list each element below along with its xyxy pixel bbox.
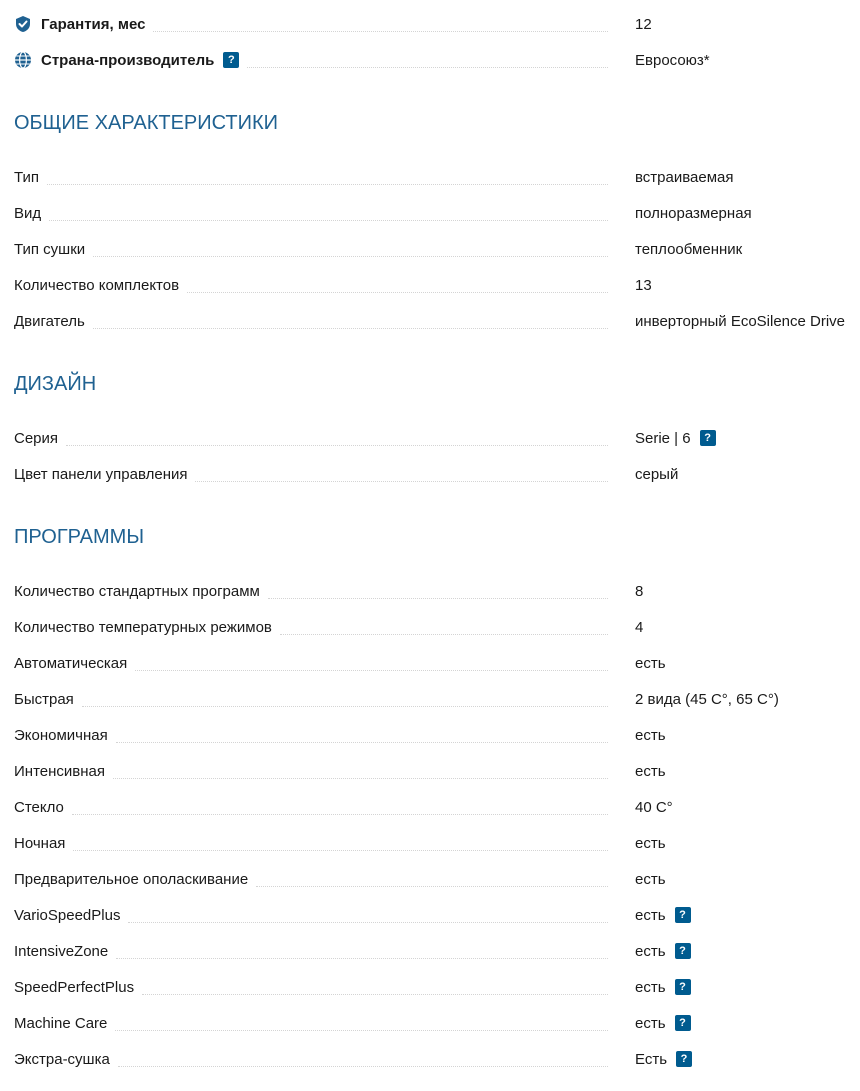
- section-title: ДИЗАЙН: [14, 373, 97, 395]
- spec-label: Двигатель: [14, 312, 85, 330]
- spec-name-cell: [14, 231, 622, 267]
- spec-label: Стекло: [14, 798, 64, 816]
- dotted-leader: [93, 256, 608, 257]
- spec-value-cell: [635, 645, 666, 681]
- section-title: ПРОГРАММЫ: [14, 526, 145, 548]
- dotted-leader: [153, 31, 608, 32]
- spec-value: Serie | 6: [635, 429, 691, 447]
- spec-value-cell: [635, 753, 666, 789]
- spec-value: есть: [635, 978, 666, 996]
- spec-row: [14, 42, 860, 78]
- spec-value: серый: [635, 465, 679, 483]
- spec-value-cell: [635, 825, 666, 861]
- spec-label: Предварительное ополаскивание: [14, 870, 249, 888]
- dotted-leader: [116, 742, 608, 743]
- spec-row: [14, 789, 860, 825]
- spec-label: Серия: [14, 429, 59, 447]
- spec-value-cell: [635, 933, 691, 969]
- spec-value: есть: [635, 654, 666, 672]
- dotted-leader: [66, 445, 608, 446]
- help-icon[interactable]: ?: [675, 943, 691, 959]
- spec-row: [14, 195, 860, 231]
- spec-label: Количество комплектов: [14, 276, 180, 294]
- spec-name-cell: [14, 456, 622, 492]
- spec-label: Экономичная: [14, 726, 108, 744]
- spec-row: [14, 717, 860, 753]
- spec-value: 13: [635, 276, 652, 294]
- spec-value-cell: [635, 1041, 692, 1077]
- spec-value-cell: [635, 420, 716, 456]
- help-icon[interactable]: ?: [675, 1015, 691, 1031]
- spec-row: [14, 969, 860, 1005]
- spec-row: [14, 573, 860, 609]
- spec-row: [14, 6, 860, 42]
- spec-value-cell: [635, 456, 678, 492]
- spec-row: [14, 609, 860, 645]
- spec-row: [14, 231, 860, 267]
- help-icon[interactable]: ?: [675, 979, 691, 995]
- spec-value: есть: [635, 762, 666, 780]
- spec-value: 4: [635, 618, 644, 636]
- spec-value: инверторный EcoSilence Drive: [635, 312, 846, 330]
- spec-value-cell: [635, 897, 691, 933]
- dotted-leader: [135, 670, 608, 671]
- spec-name-cell: [14, 717, 622, 753]
- spec-value: есть: [635, 870, 666, 888]
- spec-name-cell: [14, 195, 622, 231]
- spec-name-cell: [14, 1041, 622, 1077]
- spec-value: полноразмерная: [635, 204, 752, 222]
- spec-label: SpeedPerfectPlus: [14, 978, 135, 996]
- spec-value-cell: [635, 861, 666, 897]
- spec-label: IntensiveZone: [14, 942, 109, 960]
- spec-name-cell: [14, 6, 622, 42]
- dotted-leader: [256, 886, 608, 887]
- spec-value-cell: [635, 42, 710, 78]
- dotted-leader: [113, 778, 608, 779]
- spec-row: [14, 825, 860, 861]
- spec-label: Гарантия, мес: [41, 15, 146, 33]
- spec-row: [14, 933, 860, 969]
- spec-name-cell: [14, 861, 622, 897]
- spec-value-cell: [635, 195, 752, 231]
- spec-value: 8: [635, 582, 644, 600]
- spec-value-cell: [635, 717, 666, 753]
- dotted-leader: [82, 706, 608, 707]
- spec-row: [14, 456, 860, 492]
- spec-name-cell: [14, 573, 622, 609]
- globe-icon: [14, 51, 32, 69]
- dotted-leader: [47, 184, 608, 185]
- spec-name-cell: [14, 42, 622, 78]
- spec-name-cell: [14, 609, 622, 645]
- spec-value: есть: [635, 726, 666, 744]
- spec-value: 12: [635, 15, 652, 33]
- spec-label: Интенсивная: [14, 762, 105, 780]
- spec-value-cell: [635, 609, 643, 645]
- spec-value: теплообменник: [635, 240, 743, 258]
- spec-row: [14, 1041, 860, 1077]
- spec-value-cell: [635, 267, 652, 303]
- spec-label: Автоматическая: [14, 654, 128, 672]
- dotted-leader: [128, 922, 608, 923]
- spec-name-cell: [14, 420, 622, 456]
- spec-value-cell: [635, 969, 691, 1005]
- spec-value: встраиваемая: [635, 168, 734, 186]
- spec-label: Тип сушки: [14, 240, 86, 258]
- spec-label: Количество стандартных программ: [14, 582, 260, 600]
- spec-value-cell: [635, 681, 779, 717]
- spec-row: [14, 267, 860, 303]
- spec-value: есть: [635, 906, 666, 924]
- spec-row: [14, 420, 860, 456]
- dotted-leader: [142, 994, 608, 995]
- spec-name-cell: [14, 897, 622, 933]
- help-icon[interactable]: ?: [676, 1051, 692, 1067]
- spec-label: VarioSpeedPlus: [14, 906, 121, 924]
- spec-value: есть: [635, 834, 666, 852]
- spec-label: Вид: [14, 204, 42, 222]
- spec-label: Быстрая: [14, 690, 74, 708]
- spec-label: Тип: [14, 168, 40, 186]
- spec-name-cell: [14, 753, 622, 789]
- help-icon[interactable]: ?: [223, 52, 239, 68]
- spec-value: Есть: [635, 1050, 668, 1068]
- spec-label: Экстра-сушка: [14, 1050, 110, 1068]
- spec-value-cell: [635, 573, 643, 609]
- spec-label: Количество температурных режимов: [14, 618, 272, 636]
- spec-value: Евросоюз*: [635, 51, 710, 69]
- spec-name-cell: [14, 267, 622, 303]
- help-icon[interactable]: ?: [675, 907, 691, 923]
- spec-name-cell: [14, 969, 622, 1005]
- spec-value-cell: [635, 1005, 691, 1041]
- spec-name-cell: [14, 681, 622, 717]
- spec-row: [14, 303, 860, 339]
- dotted-leader: [195, 481, 608, 482]
- dotted-leader: [247, 67, 608, 68]
- spec-name-cell: [14, 303, 622, 339]
- dotted-leader: [93, 328, 608, 329]
- spec-name-cell: [14, 645, 622, 681]
- spec-row: [14, 645, 860, 681]
- spec-row: [14, 159, 860, 195]
- spec-row: [14, 861, 860, 897]
- spec-value: есть: [635, 942, 666, 960]
- spec-name-cell: [14, 789, 622, 825]
- spec-value: есть: [635, 1014, 666, 1032]
- dotted-leader: [187, 292, 608, 293]
- spec-name-cell: [14, 159, 622, 195]
- dotted-leader: [118, 1066, 608, 1067]
- spec-value-cell: [635, 231, 742, 267]
- dotted-leader: [116, 958, 608, 959]
- spec-value: 2 вида (45 C°, 65 C°): [635, 690, 779, 708]
- spec-label: Страна-производитель: [41, 51, 215, 69]
- spec-name-cell: [14, 825, 622, 861]
- dotted-leader: [49, 220, 608, 221]
- shield-check-icon: [14, 15, 32, 33]
- dotted-leader: [280, 634, 608, 635]
- dotted-leader: [73, 850, 608, 851]
- section-title: ОБЩИЕ ХАРАКТЕРИСТИКИ: [14, 112, 279, 134]
- spec-row: [14, 753, 860, 789]
- spec-value-cell: [635, 303, 845, 339]
- spec-label: Machine Care: [14, 1014, 108, 1032]
- spec-name-cell: [14, 1005, 622, 1041]
- dotted-leader: [268, 598, 608, 599]
- spec-label: Цвет панели управления: [14, 465, 188, 483]
- spec-row: [14, 681, 860, 717]
- spec-row: [14, 1005, 860, 1041]
- help-icon[interactable]: ?: [700, 430, 716, 446]
- spec-row: [14, 897, 860, 933]
- spec-value: 40 C°: [635, 798, 673, 816]
- spec-value-cell: [635, 159, 734, 195]
- spec-name-cell: [14, 933, 622, 969]
- spec-label: Ночная: [14, 834, 66, 852]
- spec-value-cell: [635, 789, 673, 825]
- dotted-leader: [115, 1030, 608, 1031]
- dotted-leader: [72, 814, 608, 815]
- spec-value-cell: [635, 6, 652, 42]
